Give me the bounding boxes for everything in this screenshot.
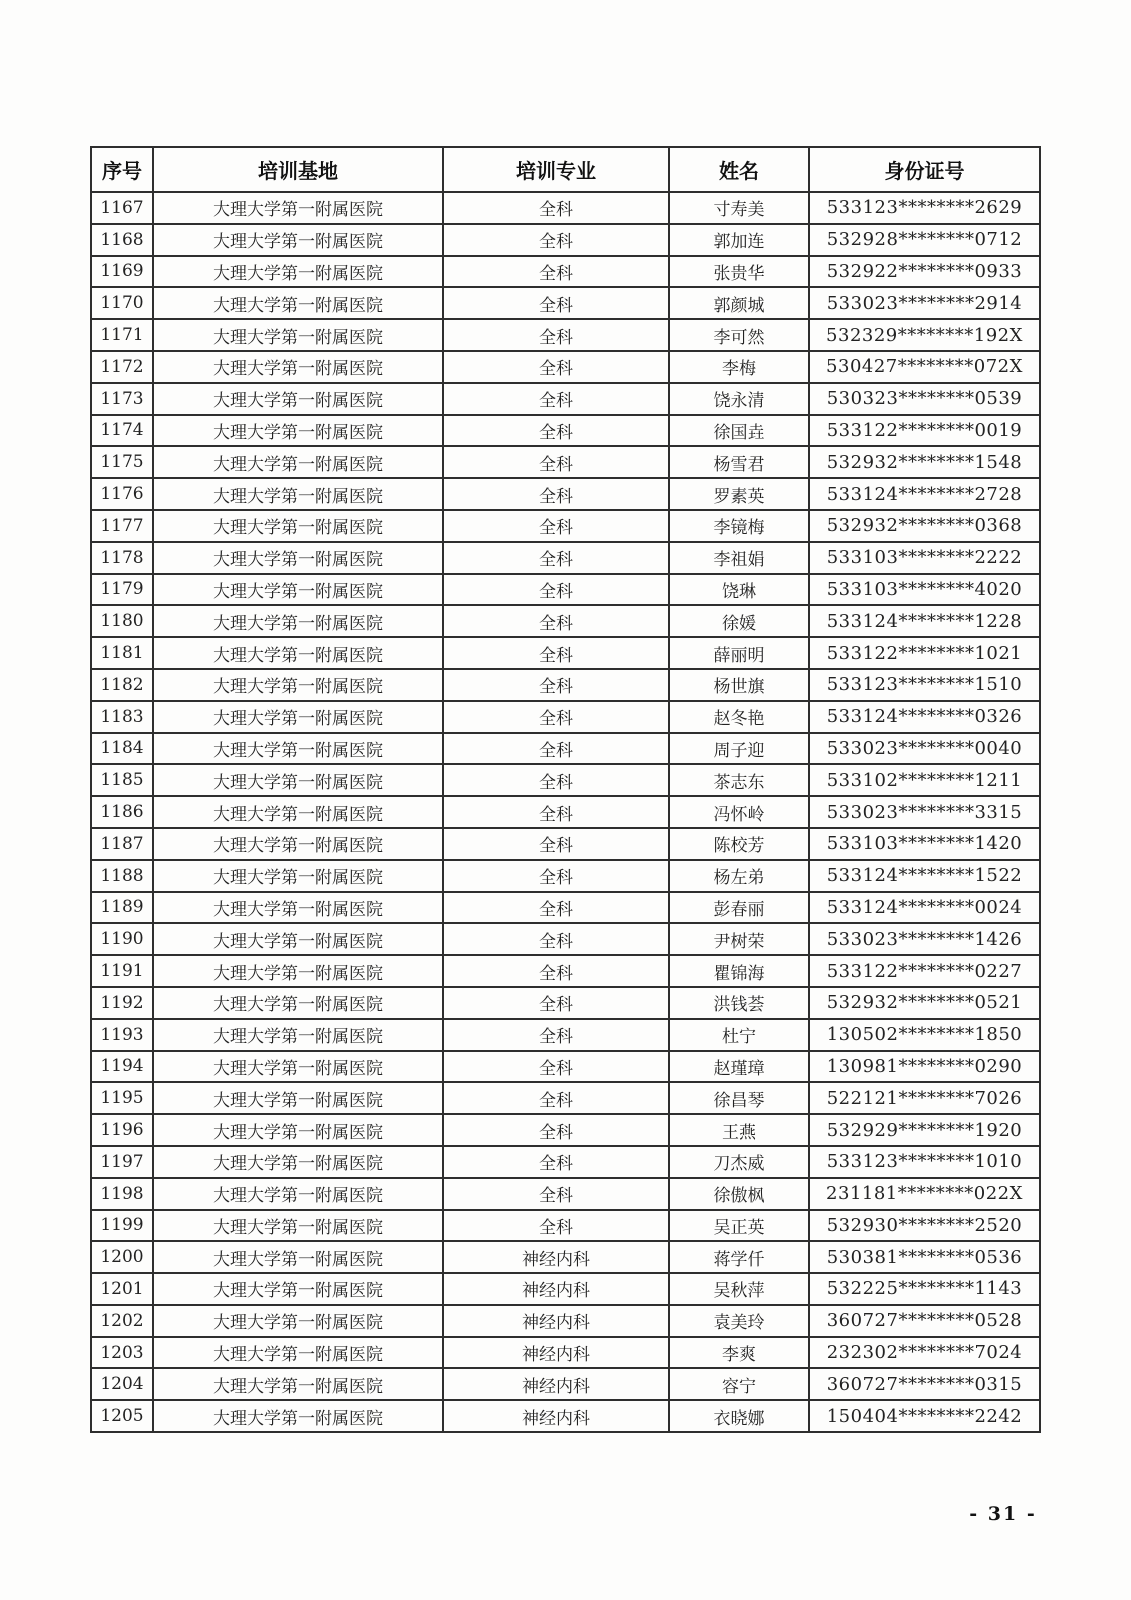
- cell-id-number: 522121********7026: [809, 1082, 1040, 1114]
- table-header: [91, 147, 1040, 192]
- cell-serial-number: 1203: [91, 1337, 153, 1369]
- cell-serial-number: 1200: [91, 1241, 153, 1273]
- table-row: [91, 860, 1040, 892]
- cell-serial-number: 1168: [91, 224, 153, 256]
- cell-serial-number: 1172: [91, 351, 153, 383]
- cell-training-base: 大理大学第一附属医院: [153, 828, 443, 860]
- cell-serial-number: 1189: [91, 892, 153, 924]
- cell-training-base: 大理大学第一附属医院: [153, 192, 443, 224]
- cell-serial-number: 1177: [91, 510, 153, 542]
- cell-id-number: 533123********2629: [809, 192, 1040, 224]
- cell-serial-number: 1191: [91, 955, 153, 987]
- cell-training-major: 全科: [443, 955, 669, 987]
- cell-training-major: 神经内科: [443, 1400, 669, 1432]
- cell-name: 陈校芳: [669, 828, 809, 860]
- cell-training-base: 大理大学第一附属医院: [153, 415, 443, 447]
- cell-serial-number: 1187: [91, 828, 153, 860]
- table-row: [91, 923, 1040, 955]
- cell-training-major: 全科: [443, 1019, 669, 1051]
- cell-training-major: 全科: [443, 828, 669, 860]
- cell-training-base: 大理大学第一附属医院: [153, 351, 443, 383]
- table-row: [91, 1051, 1040, 1083]
- cell-training-major: 全科: [443, 192, 669, 224]
- cell-id-number: 150404********2242: [809, 1400, 1040, 1432]
- cell-id-number: 533124********0024: [809, 892, 1040, 924]
- cell-serial-number: 1205: [91, 1400, 153, 1432]
- table-row: [91, 1178, 1040, 1210]
- table-row: [91, 1146, 1040, 1178]
- table-row: [91, 1368, 1040, 1400]
- cell-serial-number: 1192: [91, 987, 153, 1019]
- table-row: [91, 351, 1040, 383]
- table-row: [91, 383, 1040, 415]
- cell-name: 张贵华: [669, 256, 809, 288]
- table-row: [91, 446, 1040, 478]
- table-row: [91, 542, 1040, 574]
- cell-name: 李镜梅: [669, 510, 809, 542]
- cell-training-major: 全科: [443, 987, 669, 1019]
- cell-id-number: 533124********1228: [809, 605, 1040, 637]
- cell-training-base: 大理大学第一附属医院: [153, 1210, 443, 1242]
- cell-id-number: 130502********1850: [809, 1019, 1040, 1051]
- table-row: [91, 1273, 1040, 1305]
- table-row: [91, 1082, 1040, 1114]
- cell-training-base: 大理大学第一附属医院: [153, 478, 443, 510]
- cell-id-number: 533122********0227: [809, 955, 1040, 987]
- cell-training-major: 全科: [443, 764, 669, 796]
- cell-name: 李爽: [669, 1337, 809, 1369]
- header-serial-number: 序号: [91, 147, 153, 192]
- cell-training-base: 大理大学第一附属医院: [153, 287, 443, 319]
- cell-id-number: 231181********022X: [809, 1178, 1040, 1210]
- cell-training-major: 全科: [443, 256, 669, 288]
- cell-serial-number: 1186: [91, 796, 153, 828]
- table-row: [91, 1114, 1040, 1146]
- cell-id-number: 532932********1548: [809, 446, 1040, 478]
- cell-name: 茶志东: [669, 764, 809, 796]
- cell-serial-number: 1176: [91, 478, 153, 510]
- cell-serial-number: 1174: [91, 415, 153, 447]
- cell-training-base: 大理大学第一附属医院: [153, 1400, 443, 1432]
- cell-id-number: 533023********0040: [809, 733, 1040, 765]
- cell-training-major: 全科: [443, 1146, 669, 1178]
- cell-name: 袁美玲: [669, 1305, 809, 1337]
- cell-name: 李可然: [669, 319, 809, 351]
- cell-training-base: 大理大学第一附属医院: [153, 510, 443, 542]
- cell-training-base: 大理大学第一附属医院: [153, 1273, 443, 1305]
- cell-name: 容宁: [669, 1368, 809, 1400]
- cell-id-number: 360727********0315: [809, 1368, 1040, 1400]
- cell-training-major: 神经内科: [443, 1368, 669, 1400]
- cell-training-base: 大理大学第一附属医院: [153, 1368, 443, 1400]
- cell-serial-number: 1185: [91, 764, 153, 796]
- cell-id-number: 532932********0521: [809, 987, 1040, 1019]
- cell-training-base: 大理大学第一附属医院: [153, 669, 443, 701]
- table-row: [91, 605, 1040, 637]
- cell-training-major: 全科: [443, 287, 669, 319]
- cell-training-major: 全科: [443, 1210, 669, 1242]
- cell-training-major: 全科: [443, 351, 669, 383]
- cell-training-base: 大理大学第一附属医院: [153, 256, 443, 288]
- cell-serial-number: 1190: [91, 923, 153, 955]
- cell-serial-number: 1184: [91, 733, 153, 765]
- cell-name: 瞿锦海: [669, 955, 809, 987]
- cell-training-base: 大理大学第一附属医院: [153, 1305, 443, 1337]
- cell-training-major: 全科: [443, 1178, 669, 1210]
- cell-training-major: 全科: [443, 446, 669, 478]
- cell-training-major: 全科: [443, 796, 669, 828]
- table-row: [91, 1241, 1040, 1273]
- cell-name: 徐傲枫: [669, 1178, 809, 1210]
- cell-name: 冯怀岭: [669, 796, 809, 828]
- table-row: [91, 733, 1040, 765]
- cell-serial-number: 1167: [91, 192, 153, 224]
- cell-id-number: 360727********0528: [809, 1305, 1040, 1337]
- cell-name: 彭春丽: [669, 892, 809, 924]
- cell-training-major: 神经内科: [443, 1273, 669, 1305]
- cell-training-base: 大理大学第一附属医院: [153, 1051, 443, 1083]
- cell-id-number: 532928********0712: [809, 224, 1040, 256]
- cell-training-base: 大理大学第一附属医院: [153, 637, 443, 669]
- cell-training-base: 大理大学第一附属医院: [153, 987, 443, 1019]
- cell-serial-number: 1198: [91, 1178, 153, 1210]
- cell-name: 杨雪君: [669, 446, 809, 478]
- cell-training-base: 大理大学第一附属医院: [153, 446, 443, 478]
- cell-training-base: 大理大学第一附属医院: [153, 605, 443, 637]
- cell-id-number: 530323********0539: [809, 383, 1040, 415]
- cell-id-number: 533102********1211: [809, 764, 1040, 796]
- cell-training-major: 全科: [443, 415, 669, 447]
- table-row: [91, 319, 1040, 351]
- cell-id-number: 532929********1920: [809, 1114, 1040, 1146]
- cell-id-number: 530381********0536: [809, 1241, 1040, 1273]
- table-row: [91, 287, 1040, 319]
- cell-training-major: 全科: [443, 892, 669, 924]
- cell-id-number: 130981********0290: [809, 1051, 1040, 1083]
- cell-id-number: 532922********0933: [809, 256, 1040, 288]
- cell-training-major: 全科: [443, 542, 669, 574]
- header-name: 姓名: [669, 147, 809, 192]
- cell-training-base: 大理大学第一附属医院: [153, 1337, 443, 1369]
- cell-training-major: 全科: [443, 478, 669, 510]
- cell-serial-number: 1169: [91, 256, 153, 288]
- cell-serial-number: 1197: [91, 1146, 153, 1178]
- table-row: [91, 256, 1040, 288]
- cell-id-number: 533023********1426: [809, 923, 1040, 955]
- cell-serial-number: 1195: [91, 1082, 153, 1114]
- cell-serial-number: 1202: [91, 1305, 153, 1337]
- cell-serial-number: 1201: [91, 1273, 153, 1305]
- cell-training-base: 大理大学第一附属医院: [153, 796, 443, 828]
- cell-id-number: 533103********2222: [809, 542, 1040, 574]
- cell-name: 蒋学仟: [669, 1241, 809, 1273]
- cell-training-base: 大理大学第一附属医院: [153, 1241, 443, 1273]
- table-body: [91, 192, 1040, 1432]
- cell-training-major: 全科: [443, 574, 669, 606]
- table-row: [91, 192, 1040, 224]
- cell-serial-number: 1175: [91, 446, 153, 478]
- cell-id-number: 533103********1420: [809, 828, 1040, 860]
- cell-name: 饶永清: [669, 383, 809, 415]
- cell-training-major: 神经内科: [443, 1305, 669, 1337]
- table-row: [91, 892, 1040, 924]
- cell-name: 吴正英: [669, 1210, 809, 1242]
- cell-training-major: 全科: [443, 669, 669, 701]
- table-row: [91, 955, 1040, 987]
- cell-serial-number: 1194: [91, 1051, 153, 1083]
- cell-name: 衣晓娜: [669, 1400, 809, 1432]
- cell-training-base: 大理大学第一附属医院: [153, 224, 443, 256]
- cell-training-base: 大理大学第一附属医院: [153, 701, 443, 733]
- table-row: [91, 1210, 1040, 1242]
- cell-name: 洪钱荟: [669, 987, 809, 1019]
- table-row: [91, 1337, 1040, 1369]
- cell-serial-number: 1181: [91, 637, 153, 669]
- cell-training-major: 全科: [443, 319, 669, 351]
- cell-name: 周子迎: [669, 733, 809, 765]
- table-row: [91, 828, 1040, 860]
- cell-serial-number: 1204: [91, 1368, 153, 1400]
- cell-name: 寸寿美: [669, 192, 809, 224]
- cell-id-number: 533124********1522: [809, 860, 1040, 892]
- cell-training-base: 大理大学第一附属医院: [153, 1178, 443, 1210]
- cell-name: 罗素英: [669, 478, 809, 510]
- cell-serial-number: 1196: [91, 1114, 153, 1146]
- table-row: [91, 987, 1040, 1019]
- cell-id-number: 533122********1021: [809, 637, 1040, 669]
- table-row: [91, 764, 1040, 796]
- cell-training-base: 大理大学第一附属医院: [153, 542, 443, 574]
- cell-name: 杨左弟: [669, 860, 809, 892]
- cell-id-number: 532329********192X: [809, 319, 1040, 351]
- cell-training-major: 全科: [443, 733, 669, 765]
- header-training-base: 培训基地: [153, 147, 443, 192]
- cell-training-major: 全科: [443, 1082, 669, 1114]
- cell-training-major: 全科: [443, 510, 669, 542]
- cell-id-number: 533123********1010: [809, 1146, 1040, 1178]
- cell-serial-number: 1183: [91, 701, 153, 733]
- cell-id-number: 533124********0326: [809, 701, 1040, 733]
- cell-name: 杜宁: [669, 1019, 809, 1051]
- cell-id-number: 533122********0019: [809, 415, 1040, 447]
- cell-training-major: 神经内科: [443, 1241, 669, 1273]
- cell-training-major: 全科: [443, 637, 669, 669]
- cell-id-number: 533123********1510: [809, 669, 1040, 701]
- cell-training-base: 大理大学第一附属医院: [153, 923, 443, 955]
- cell-training-major: 全科: [443, 1114, 669, 1146]
- header-id-number: 身份证号: [809, 147, 1040, 192]
- cell-id-number: 533124********2728: [809, 478, 1040, 510]
- page-number: - 31 -: [969, 1503, 1037, 1525]
- cell-training-major: 全科: [443, 383, 669, 415]
- cell-name: 徐昌琴: [669, 1082, 809, 1114]
- cell-training-base: 大理大学第一附属医院: [153, 319, 443, 351]
- cell-serial-number: 1188: [91, 860, 153, 892]
- cell-training-major: 全科: [443, 860, 669, 892]
- table-row: [91, 574, 1040, 606]
- cell-name: 王燕: [669, 1114, 809, 1146]
- cell-serial-number: 1178: [91, 542, 153, 574]
- cell-name: 郭加连: [669, 224, 809, 256]
- cell-name: 郭颜城: [669, 287, 809, 319]
- cell-name: 薛丽明: [669, 637, 809, 669]
- table-row: [91, 510, 1040, 542]
- cell-name: 饶琳: [669, 574, 809, 606]
- cell-training-base: 大理大学第一附属医院: [153, 383, 443, 415]
- cell-name: 徐国垚: [669, 415, 809, 447]
- table-row: [91, 1400, 1040, 1432]
- cell-training-major: 全科: [443, 923, 669, 955]
- cell-serial-number: 1171: [91, 319, 153, 351]
- cell-training-major: 全科: [443, 224, 669, 256]
- cell-training-base: 大理大学第一附属医院: [153, 892, 443, 924]
- cell-id-number: 533023********3315: [809, 796, 1040, 828]
- table-row: [91, 796, 1040, 828]
- table-row: [91, 637, 1040, 669]
- cell-training-base: 大理大学第一附属医院: [153, 1082, 443, 1114]
- header-training-major: 培训专业: [443, 147, 669, 192]
- table-row: [91, 701, 1040, 733]
- cell-id-number: 232302********7024: [809, 1337, 1040, 1369]
- cell-training-major: 神经内科: [443, 1337, 669, 1369]
- cell-name: 赵瑾璋: [669, 1051, 809, 1083]
- cell-training-base: 大理大学第一附属医院: [153, 860, 443, 892]
- cell-training-base: 大理大学第一附属医院: [153, 1019, 443, 1051]
- header-row: [91, 147, 1040, 192]
- table-row: [91, 224, 1040, 256]
- cell-id-number: 533103********4020: [809, 574, 1040, 606]
- table-row: [91, 1305, 1040, 1337]
- cell-serial-number: 1179: [91, 574, 153, 606]
- cell-training-base: 大理大学第一附属医院: [153, 1146, 443, 1178]
- cell-name: 李梅: [669, 351, 809, 383]
- cell-serial-number: 1170: [91, 287, 153, 319]
- cell-serial-number: 1173: [91, 383, 153, 415]
- cell-serial-number: 1199: [91, 1210, 153, 1242]
- cell-name: 尹树荣: [669, 923, 809, 955]
- cell-serial-number: 1180: [91, 605, 153, 637]
- table-row: [91, 669, 1040, 701]
- cell-training-base: 大理大学第一附属医院: [153, 1114, 443, 1146]
- table-row: [91, 478, 1040, 510]
- cell-training-base: 大理大学第一附属医院: [153, 574, 443, 606]
- cell-serial-number: 1182: [91, 669, 153, 701]
- cell-name: 赵冬艳: [669, 701, 809, 733]
- table-row: [91, 1019, 1040, 1051]
- cell-id-number: 532932********0368: [809, 510, 1040, 542]
- cell-training-base: 大理大学第一附属医院: [153, 955, 443, 987]
- cell-name: 吴秋萍: [669, 1273, 809, 1305]
- cell-training-major: 全科: [443, 701, 669, 733]
- cell-training-major: 全科: [443, 1051, 669, 1083]
- cell-name: 李祖娟: [669, 542, 809, 574]
- cell-id-number: 533023********2914: [809, 287, 1040, 319]
- cell-name: 徐媛: [669, 605, 809, 637]
- cell-id-number: 530427********072X: [809, 351, 1040, 383]
- cell-training-base: 大理大学第一附属医院: [153, 733, 443, 765]
- trainee-roster-table: [90, 146, 1041, 1433]
- cell-name: 杨世旗: [669, 669, 809, 701]
- cell-training-base: 大理大学第一附属医院: [153, 764, 443, 796]
- cell-serial-number: 1193: [91, 1019, 153, 1051]
- cell-id-number: 532225********1143: [809, 1273, 1040, 1305]
- cell-training-major: 全科: [443, 605, 669, 637]
- table-row: [91, 415, 1040, 447]
- cell-id-number: 532930********2520: [809, 1210, 1040, 1242]
- cell-name: 刀杰威: [669, 1146, 809, 1178]
